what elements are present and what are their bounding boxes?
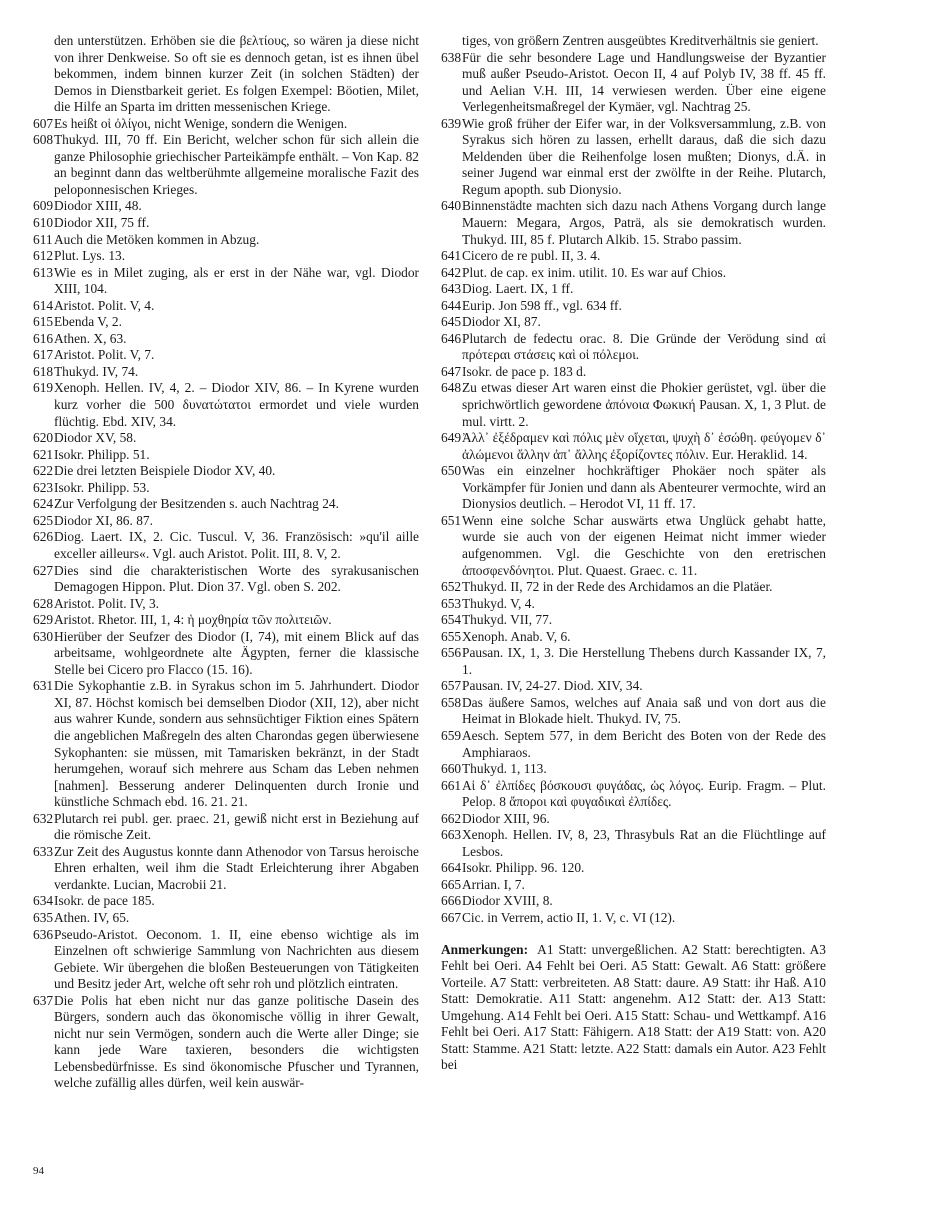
footnote-text: Aristot. Polit. V, 4. [54, 297, 155, 313]
footnote-number: 614 [33, 297, 54, 313]
footnote-647 [441, 364, 826, 381]
footnote-number: 629 [33, 612, 54, 628]
footnote-text: Plut. Lys. 13. [54, 248, 126, 264]
footnote-652 [441, 579, 826, 596]
footnote-number: 663 [441, 827, 462, 843]
footnote-text: Athen. X, 63. [54, 330, 127, 346]
footnote-number: 665 [441, 876, 462, 892]
footnote-657 [441, 678, 826, 695]
footnote-text: Thukyd. III, 70 ff. Ein Bericht, welcher schon für sich allein die ganze Philosophie griechischer Parteikämpfe enthält. – Von Kap. 82 an beginnt dann das weltberühmte allgemeine moralische Fazit des peloponnesischen Krieges. [54, 132, 419, 197]
footnote-number: 623 [33, 479, 54, 495]
footnote-text: Die Sykophantie z.B. in Syrakus schon im 5. Jahrhundert. Diodor XI, 87. Höchst komisch bei demselben Diodor (XII, 12), aber nicht aus wahrer Kunde, sondern aus sehnsüchtiger Fiktion eines Spätern die angeblichen Maßregeln des alten Charondas gegen überwiesene Sykophanten: sie müssen, mit Tamarisken bekränzt, in der Stadt herumgehen, worauf sich mehrere aus Scham das Leben nehmen [nahmen]. Besserung anderer Delinquenten durch Ironie und künstliche Schmach ebd. 16. 21. 21. [54, 678, 419, 810]
footnote-number: 655 [441, 628, 462, 644]
footnote-631 [33, 678, 419, 810]
footnote-text: Arrian. I, 7. [462, 876, 525, 892]
footnote-number: 664 [441, 860, 462, 876]
footnote-664 [441, 860, 826, 877]
footnote-text: Diodor XIII, 96. [462, 810, 550, 826]
footnote-text: Diodor XI, 87. [462, 314, 541, 330]
footnote-number: 632 [33, 810, 54, 826]
footnote-number: 646 [441, 330, 462, 346]
footnote-number: 607 [33, 115, 54, 131]
footnote-624 [33, 496, 419, 513]
footnote-663 [441, 827, 826, 860]
footnote-text: tiges, von größern Zentren ausgeübtes Kreditverhältnis sie geniert. [462, 33, 819, 48]
footnote-text: Die drei letzten Beispiele Diodor XV, 40. [54, 463, 276, 479]
footnote-665 [441, 877, 826, 894]
footnote-text: Hierüber der Seufzer des Diodor (I, 74), mit einem Blick auf das arbeitsame, wohlgeordnete alte Ägypten, ferner die klassische Stelle bei Cicero pro Flacco (15. 16). [54, 628, 419, 677]
footnote-609 [33, 198, 419, 215]
footnote-text: Thukyd. VII, 77. [462, 612, 553, 628]
footnote-text: Diodor XIII, 48. [54, 198, 142, 214]
footnote-text: Xenoph. Hellen. IV, 4, 2. – Diodor XIV, 86. – In Kyrene wurden kurz vorher die 500 δυνατώτατοι ermordet und viele wurden flüchtig. Ebd. XIV, 34. [54, 380, 419, 429]
footnote-number: 625 [33, 512, 54, 528]
footnote-661 [441, 778, 826, 811]
footnote-text: Thukyd. V, 4. [462, 595, 535, 611]
footnote-number: 638 [441, 49, 462, 65]
footnote-653 [441, 596, 826, 613]
footnote-number: 612 [33, 248, 54, 264]
footnote-615 [33, 314, 419, 331]
footnote-number: 658 [441, 694, 462, 710]
footnote-number: 657 [441, 678, 462, 694]
footnote-633 [33, 844, 419, 894]
footnote-620 [33, 430, 419, 447]
remarks-block [441, 942, 826, 1074]
footnote-number: 653 [441, 595, 462, 611]
footnote-648 [441, 380, 826, 430]
footnote-text: Diodor XI, 86. 87. [54, 512, 153, 528]
footnote-text: Thukyd. IV, 74. [54, 363, 139, 379]
footnote-643 [441, 281, 826, 298]
footnote-text: Diodor XII, 75 ff. [54, 215, 150, 231]
remarks-text: A1 Statt: unvergeßlichen. A2 Statt: berechtigten. A3 Fehlt bei Oeri. A4 Fehlt bei Oeri. A5 Statt: Gewalt. A6 Statt: größere Vorteile. A7 Statt: verbreiteten. A8 Statt: daure. A9 Statt: ihr Haß. A10 Statt: Demokratie. A11 Statt: angenehm. A12 Statt: der. A13 Statt: Umgehung. A14 Fehlt bei Oeri. A15 Statt: Schau- und Wettkampf. A16 Fehlt bei Oeri. A17 Statt: Fähigern. A18 Statt: der A19 Statt: von. A20 Statt: Stamme. A21 Statt: letzte. A22 Statt: damals ein Autor. A23 Fehlt bei [441, 941, 826, 1073]
footnote-607 [33, 116, 419, 133]
right-column [441, 33, 826, 1074]
footnote-608 [33, 132, 419, 198]
footnote-655 [441, 629, 826, 646]
footnote-625 [33, 513, 419, 530]
footnote-number: 640 [441, 198, 462, 214]
footnote-text: Diodor XV, 58. [54, 430, 137, 446]
footnote-number: 662 [441, 810, 462, 826]
footnote-text: Ἀλλ᾽ ἐξέδραμεν καὶ πόλις μὲν οἴχεται, ψυχὴ δ᾽ ἐσώθη. φεύγομεν δ᾽ ἀλώμενοι ἄλλην ἀπ᾽ ἄλλης ἐξορίζοντες πόλιν. Eur. Heraklid. 14. [462, 430, 826, 462]
footnote-text: Die Polis hat eben nicht nur das ganze politische Dasein des Bürgers, sondern auch das ökonomische völlig in ihrer Gewalt, nicht nur sein Vermögen, sondern auch die Werte aller Dinge; sie kann jede Ware taxieren, besonders die wichtigsten Lebensbedürfnisse. Es sind ökonomische Pfuscher und Tyrannen, welche zufällig alles dürfen, weil kein auswär- [54, 992, 419, 1091]
footnote-613 [33, 265, 419, 298]
footnote-text: Diodor XVIII, 8. [462, 893, 553, 909]
footnote-622 [33, 463, 419, 480]
footnote-text: Isokr. de pace p. 183 d. [462, 363, 587, 379]
footnote-641 [441, 248, 826, 265]
footnote-666 [441, 893, 826, 910]
footnote-text: Wenn eine solche Schar auswärts etwa Unglück gehabt hatte, wurde sie auch von der eigenen Heimat nicht immer wieder aufgenommen. Vgl. die Geschichte von den eretrischen ἀποσφενδόνητοι. Plut. Quaest. Graec. c. 11. [462, 512, 826, 578]
footnote-text: Plutarch rei publ. ger. praec. 21, gewiß nicht erst in Beziehung auf die römische Zeit. [54, 810, 419, 843]
footnote-660 [441, 761, 826, 778]
footnote-number: 636 [33, 926, 54, 942]
footnote-text: Für die sehr besondere Lage und Handlungsweise der Byzantier muß außer Pseudo-Aristot. Oecon II, 4 auf Polyb IV, 38 ff. 45 ff. und Aelian V.H. III, 14 verwiesen werden. Über eine eigene Verlegenheitsmaßregel der Kymäer, vgl. Nachtrag 25. [462, 49, 826, 115]
footnote-628 [33, 596, 419, 613]
footnote-text: Plutarch de fedectu orac. 8. Die Gründe der Verödung sind αἱ πρότεραι στάσεις καὶ οἱ πόλεμοι. [462, 330, 826, 363]
footnote-number: 661 [441, 777, 462, 793]
footnote-text: den unterstützen. Erhöben sie die βελτίους, so wären ja diese nicht von ihrer Denkweise. So oft sie es dennoch getan, ist es ihnen übel bekommen, indem binnen kurzer Zeit (in solchen Städten) der Demos in Dienstbarkeit geriet. Es folgen Exempel: Böotien, Milet, die Hilfe an Sparta im dritten messenischen Kriege. [54, 33, 419, 115]
footnote-text: Isokr. Philipp. 96. 120. [462, 860, 585, 876]
footnote-text: Plut. de cap. ex inim. utilit. 10. Es war auf Chios. [462, 264, 727, 280]
footnote-text: Aristot. Polit. V, 7. [54, 347, 155, 363]
footnote-text: Pseudo-Aristot. Oeconom. 1. II, eine ebenso wichtige als im Einzelnen oft schwierige Sammlung von Nachrichten aus diesem Gebiete. Wir übergehen die bloßen Besteuerungen von Tätigkeiten und Besitz jeder Art, welche oft sehr roh und plötzlich eintraten. [54, 926, 419, 992]
footnote-number: 644 [441, 297, 462, 313]
footnote-646 [441, 331, 826, 364]
footnote-630 [33, 629, 419, 679]
footnote-614 [33, 298, 419, 315]
footnote-number: 639 [441, 115, 462, 131]
footnote-656 [441, 645, 826, 678]
footnote-number: 643 [441, 281, 462, 297]
footnote-626 [33, 529, 419, 562]
footnote-number: 618 [33, 363, 54, 379]
footnote-number: 649 [441, 430, 462, 446]
footnote-610 [33, 215, 419, 232]
footnote-number: 628 [33, 595, 54, 611]
footnote-623 [33, 480, 419, 497]
left-column [33, 33, 419, 1092]
page-number: 94 [33, 1165, 44, 1177]
footnote-number: 626 [33, 529, 54, 545]
footnote-number: 635 [33, 909, 54, 925]
footnote-639 [441, 116, 826, 199]
footnote-text: Zur Zeit des Augustus konnte dann Athenodor von Tarsus heroische Ehren erhalten, weil ihm die Stadt Erleichterung ihrer Abgaben verdankte. Lucian, Macrobii 21. [54, 843, 419, 892]
footnote-text: Aristot. Polit. IV, 3. [54, 595, 160, 611]
footnote-621 [33, 447, 419, 464]
footnote-662 [441, 811, 826, 828]
footnote-text: Aristot. Rhetor. III, 1, 4: ἡ μοχθηρία τῶν πολιτειῶν. [54, 612, 332, 628]
footnote-text: Wie groß früher der Eifer war, in der Volksversammlung, z.B. von Syrakus sich hören zu lassen, erhellt daraus, daß die sich dazu Meldenden über die Reihenfolge losen mußten; Dionys, d.Ä. in seiner Jugend war einmal erst der zwölfte in der Reihe. Plutarch, Regum apopth. sub Dionysio. [462, 115, 826, 197]
footnote-text: Athen. IV, 65. [54, 909, 130, 925]
footnote-text: Isokr. Philipp. 51. [54, 446, 150, 462]
footnote-number: 620 [33, 430, 54, 446]
footnote-number: 651 [441, 512, 462, 528]
footnote-text: Ebenda V, 2. [54, 314, 122, 330]
footnote-659 [441, 728, 826, 761]
footnote-number: 660 [441, 761, 462, 777]
footnote-number: 621 [33, 446, 54, 462]
footnote-650 [441, 463, 826, 513]
footnote-continuation [441, 33, 826, 50]
footnote-text: Es heißt οἱ ὀλίγοι, nicht Wenige, sondern die Wenigen. [54, 115, 348, 131]
footnote-642 [441, 265, 826, 282]
footnote-649 [441, 430, 826, 463]
footnote-continuation [33, 33, 419, 116]
right-notes-list [441, 33, 826, 927]
footnote-636 [33, 927, 419, 993]
footnote-number: 633 [33, 843, 54, 859]
footnote-text: Aesch. Septem 577, in dem Bericht des Boten von der Rede des Amphiaraos. [462, 727, 826, 760]
footnote-number: 608 [33, 132, 54, 148]
footnote-618 [33, 364, 419, 381]
footnote-667 [441, 910, 826, 927]
footnote-number: 624 [33, 496, 54, 512]
footnote-text: Thukyd. II, 72 in der Rede des Archidamos an die Platäer. [462, 579, 773, 595]
footnote-637 [33, 993, 419, 1092]
footnote-number: 609 [33, 198, 54, 214]
footnote-number: 630 [33, 628, 54, 644]
footnote-text: Pausan. IX, 1, 3. Die Herstellung Thebens durch Kassander IX, 7, 1. [462, 645, 826, 677]
footnote-640 [441, 198, 826, 248]
footnote-text: Xenoph. Hellen. IV, 8, 23, Thrasybuls Rat an die Flüchtlinge auf Lesbos. [462, 827, 826, 859]
footnote-619 [33, 380, 419, 430]
footnote-number: 667 [441, 909, 462, 925]
footnote-616 [33, 331, 419, 348]
footnote-654 [441, 612, 826, 629]
footnote-number: 627 [33, 562, 54, 578]
footnote-612 [33, 248, 419, 265]
footnote-number: 650 [441, 463, 462, 479]
footnote-number: 642 [441, 264, 462, 280]
footnote-638 [441, 50, 826, 116]
footnote-text: Cic. in Verrem, actio II, 1. V, c. VI (12). [462, 909, 676, 925]
footnote-632 [33, 811, 419, 844]
footnote-number: 622 [33, 463, 54, 479]
footnote-number: 613 [33, 264, 54, 280]
footnote-number: 617 [33, 347, 54, 363]
footnote-629 [33, 612, 419, 629]
footnote-text: Diog. Laert. IX, 2. Cic. Tuscul. V, 36. Französisch: »qu'il aille exceller ailleurs«. Vgl. auch Aristot. Polit. III, 8. V, 2. [54, 529, 419, 561]
footnote-text: Isokr. Philipp. 53. [54, 479, 150, 495]
footnote-text: Das äußere Samos, welches auf Anaia saß und von dort aus die Heimat in Blokade hielt. Thukyd. IV, 75. [462, 694, 826, 727]
footnote-634 [33, 893, 419, 910]
footnote-text: Zur Verfolgung der Besitzenden s. auch Nachtrag 24. [54, 496, 339, 512]
footnote-number: 634 [33, 893, 54, 909]
footnote-text: Cicero de re publ. II, 3. 4. [462, 248, 601, 264]
footnote-number: 645 [441, 314, 462, 330]
footnote-number: 648 [441, 380, 462, 396]
footnote-627 [33, 563, 419, 596]
footnote-text: Eurip. Jon 598 ff., vgl. 634 ff. [462, 297, 622, 313]
footnote-text: Diog. Laert. IX, 1 ff. [462, 281, 574, 297]
footnote-number: 619 [33, 380, 54, 396]
footnote-number: 616 [33, 330, 54, 346]
footnote-text: Xenoph. Anab. V, 6. [462, 628, 571, 644]
footnote-number: 610 [33, 215, 54, 231]
footnote-645 [441, 314, 826, 331]
footnote-number: 666 [441, 893, 462, 909]
footnote-635 [33, 910, 419, 927]
footnote-text: Zu etwas dieser Art waren einst die Phokier gerüstet, vgl. über die sprichwörtlich gewordene ἀπόνοια Φωκική Pausan. X, 1, 3 Plut. de mul. virtt. 2. [462, 380, 826, 429]
footnote-text: Auch die Metöken kommen in Abzug. [54, 231, 260, 247]
footnote-number: 631 [33, 678, 54, 694]
footnote-658 [441, 695, 826, 728]
footnote-number: 615 [33, 314, 54, 330]
footnote-number: 647 [441, 363, 462, 379]
footnote-number: 656 [441, 645, 462, 661]
footnote-text: Dies sind die charakteristischen Worte des syrakusanischen Demagogen Hippon. Plut. Dion 37. Vgl. oben S. 202. [54, 562, 419, 595]
footnote-text: Was ein einzelner hochkräftiger Phokäer noch später als Vorkämpfer für Jonien und dann als Abenteurer vermochte, wird an Dionysios deutlich. – Herodot VI, 11 ff. 17. [462, 463, 826, 512]
footnote-number: 659 [441, 727, 462, 743]
footnote-644 [441, 298, 826, 315]
footnote-number: 654 [441, 612, 462, 628]
footnote-text: Αἱ δ᾽ ἐλπίδες βόσκουσι φυγάδας, ὡς λόγος. Eurip. Fragm. – Plut. Pelop. 8 ἄποροι καὶ φυγαδικαὶ ἐλπίδες. [462, 777, 826, 810]
footnote-text: Pausan. IV, 24-27. Diod. XIV, 34. [462, 678, 643, 694]
footnote-number: 637 [33, 992, 54, 1008]
footnote-617 [33, 347, 419, 364]
footnote-number: 652 [441, 579, 462, 595]
footnote-number: 641 [441, 248, 462, 264]
remarks-heading: Anmerkungen: [441, 941, 529, 957]
footnote-text: Isokr. de pace 185. [54, 893, 155, 909]
footnote-text: Wie es in Milet zuging, als er erst in der Nähe war, vgl. Diodor XIII, 104. [54, 264, 419, 297]
footnote-text: Thukyd. 1, 113. [462, 761, 547, 777]
footnote-651 [441, 513, 826, 579]
footnote-text: Binnenstädte machten sich dazu nach Athens Vorgang durch lange Mauern: Megara, Argos, Paträ, als sie demokratisch wurden. Thukyd. III, 85 f. Plutarch Alkib. 15. Strabo passim. [462, 198, 826, 247]
footnote-611 [33, 232, 419, 249]
footnote-number: 611 [33, 231, 53, 247]
